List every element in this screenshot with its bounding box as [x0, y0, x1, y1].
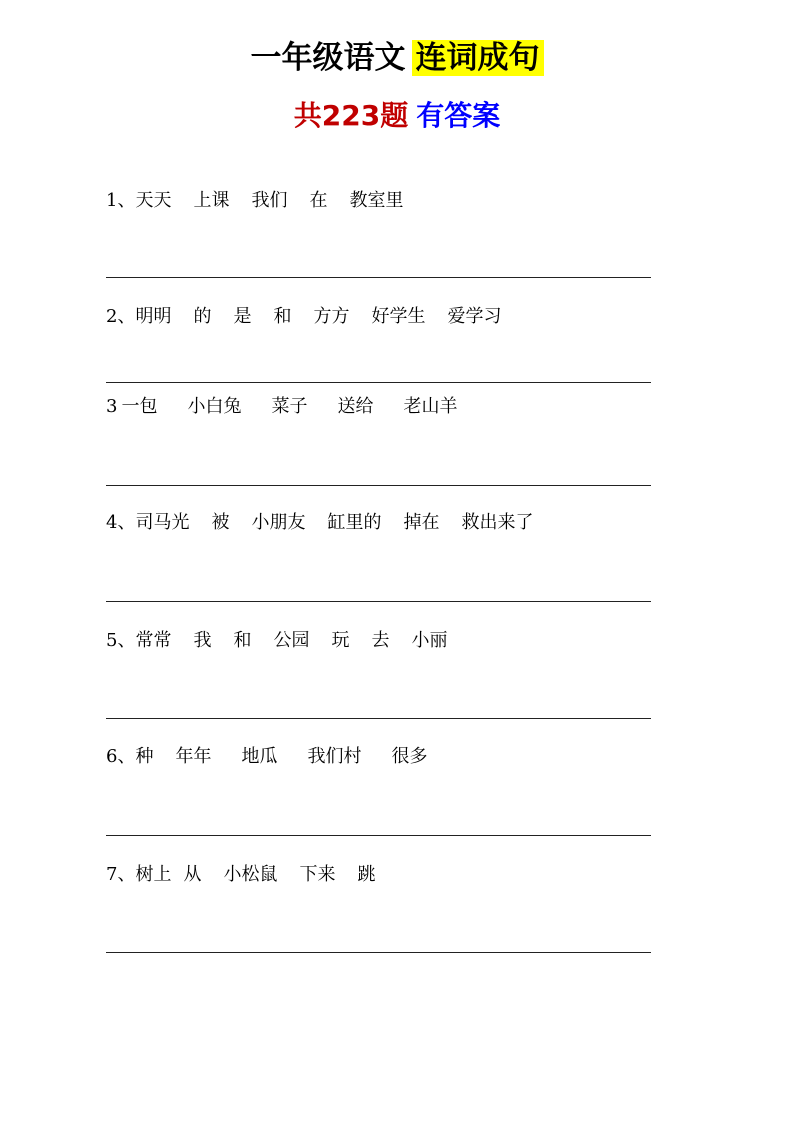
word: 缸里的	[327, 512, 382, 533]
question-number: 6、	[106, 746, 136, 767]
word: 上课	[193, 190, 230, 211]
word: 一包	[121, 396, 158, 417]
answer-line	[106, 485, 651, 486]
answer-line	[106, 835, 651, 836]
title-highlight: 连词成句	[412, 40, 544, 76]
word: 在	[309, 190, 328, 211]
answer-line	[106, 601, 651, 602]
word: 从	[183, 864, 202, 885]
word: 好学生	[371, 306, 426, 327]
question-number: 3	[106, 396, 118, 417]
question-4	[106, 511, 555, 535]
word: 菜子	[271, 396, 308, 417]
word: 年年	[175, 746, 212, 767]
word: 送给	[337, 396, 374, 417]
answer-note: 有答案	[416, 99, 501, 132]
word: 种	[135, 746, 154, 767]
word: 救出来了	[461, 512, 534, 533]
question-number: 1、	[106, 190, 136, 211]
question-number: 4、	[106, 512, 136, 533]
answer-line	[106, 718, 651, 719]
question-number: 2、	[106, 306, 136, 327]
word: 小朋友	[251, 512, 306, 533]
word: 我们村	[307, 746, 362, 767]
word: 的	[193, 306, 212, 327]
word: 是	[233, 306, 252, 327]
word: 方方	[313, 306, 350, 327]
word: 天天	[135, 190, 172, 211]
word: 和	[233, 630, 252, 651]
word: 小松鼠	[223, 864, 278, 885]
question-number: 7、	[106, 864, 136, 885]
word: 常常	[135, 630, 172, 651]
word: 玩	[331, 630, 350, 651]
page-subtitle	[0, 96, 794, 136]
word: 和	[273, 306, 292, 327]
title-main: 一年级语文	[250, 40, 406, 76]
word: 小丽	[411, 630, 448, 651]
word: 掉在	[403, 512, 440, 533]
page-title	[0, 36, 794, 80]
word: 下来	[299, 864, 336, 885]
answer-line	[106, 277, 651, 278]
question-7	[106, 863, 397, 887]
word: 明明	[135, 306, 172, 327]
word: 树上	[135, 864, 172, 885]
word: 地瓜	[241, 746, 278, 767]
word: 去	[371, 630, 390, 651]
answer-line	[106, 382, 651, 383]
question-count: 共223题	[293, 99, 409, 132]
word: 老山羊	[403, 396, 458, 417]
word: 教室里	[349, 190, 404, 211]
question-1	[106, 189, 425, 213]
word: 小白兔	[187, 396, 242, 417]
word: 我们	[251, 190, 288, 211]
word: 爱学习	[447, 306, 502, 327]
question-2	[106, 305, 523, 329]
word: 跳	[357, 864, 376, 885]
word: 司马光	[135, 512, 190, 533]
answer-line	[106, 952, 651, 953]
question-6	[106, 745, 449, 769]
word: 公园	[273, 630, 310, 651]
question-number: 5、	[106, 630, 136, 651]
word: 我	[193, 630, 212, 651]
question-3	[106, 395, 479, 419]
word: 很多	[391, 746, 428, 767]
word: 被	[211, 512, 230, 533]
question-5	[106, 629, 469, 653]
